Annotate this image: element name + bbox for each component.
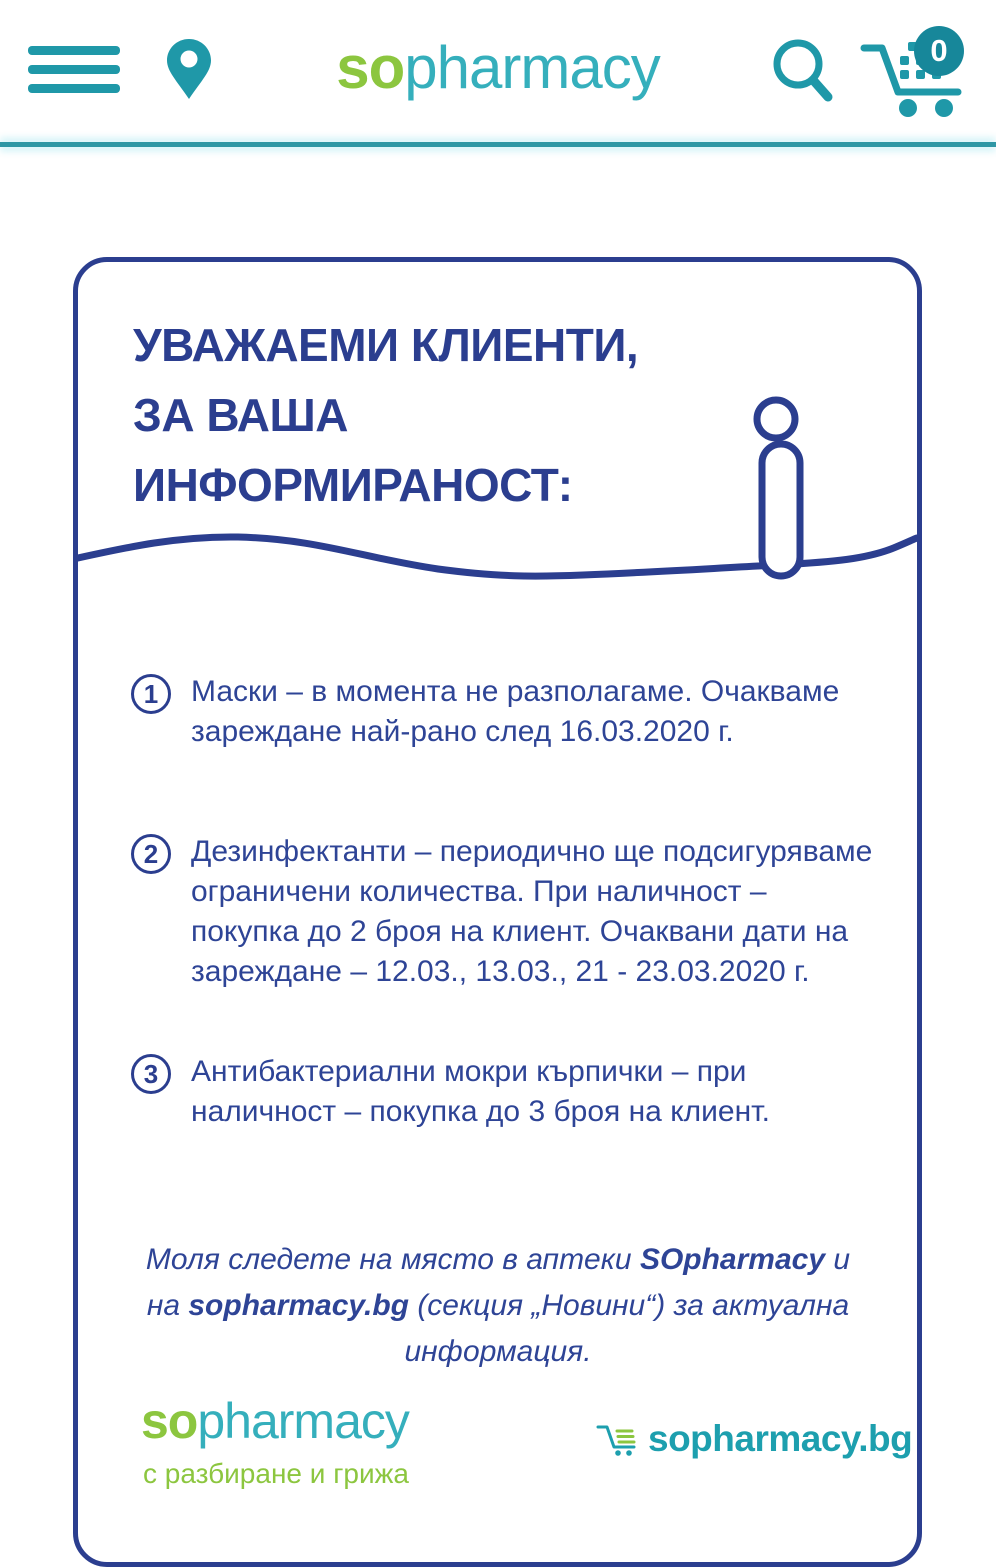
footer-site-group	[596, 1418, 912, 1460]
search-button[interactable]	[770, 36, 836, 106]
cart-count-badge: 0	[914, 26, 964, 76]
item-text: Маски – в момента не разполагаме. Очакваме зареждане най-рано след 16.03.2020 г.	[191, 675, 840, 748]
footnote-site: sopharmacy.bg	[188, 1289, 409, 1322]
item-number-badge: 2	[131, 834, 171, 874]
item-text: Антибактериални мокри кърпички – при наличност – покупка до 3 броя на клиент.	[191, 1055, 770, 1128]
notice-item-2	[131, 832, 881, 992]
header-divider	[0, 142, 996, 147]
logo-so: so	[141, 1393, 198, 1449]
notice-footnote	[138, 1237, 858, 1375]
footer-sopharmacy-logo	[141, 1394, 409, 1448]
item-number-badge: 1	[131, 674, 171, 714]
footnote-text: Моля следете на място в аптеки	[145, 1243, 640, 1276]
logo-pharmacy: pharmacy	[404, 34, 660, 101]
sopharmacy-logo[interactable]	[0, 36, 996, 100]
footnote-text: (секция „Новини“) за актуална информация.	[404, 1289, 850, 1368]
footer-site-url: sopharmacy.bg	[648, 1418, 913, 1459]
logo-so: so	[336, 34, 405, 101]
title-line-2: ЗА ВАША	[133, 389, 348, 441]
footnote-text: и на	[146, 1243, 851, 1322]
notice-title	[133, 310, 638, 520]
notice-item-1	[131, 672, 881, 752]
site-header	[0, 0, 996, 142]
footnote-brand: SOpharmacy	[639, 1243, 826, 1276]
notice-item-3	[131, 1052, 881, 1132]
footer-tagline: с разбиране и грижа	[143, 1458, 409, 1489]
search-icon	[770, 36, 836, 106]
item-number-badge: 3	[131, 1054, 171, 1094]
item-text: Дезинфектанти – периодично ще подсигуряваме ограничени количества. При наличност – покупка до 2 броя на клиент. Очаквани дати на зареждане – 12.03., 13.03., 21 - 23.03.2020 г.	[191, 835, 873, 988]
notice-card	[73, 257, 922, 1567]
title-line-3: ИНФОРМИРАНОСТ:	[133, 459, 573, 511]
cart-button[interactable]	[858, 26, 978, 122]
cart-outline-icon	[596, 1420, 638, 1458]
logo-pharmacy: pharmacy	[197, 1393, 409, 1449]
title-line-1: УВАЖАЕМИ КЛИЕНТИ,	[133, 319, 639, 371]
